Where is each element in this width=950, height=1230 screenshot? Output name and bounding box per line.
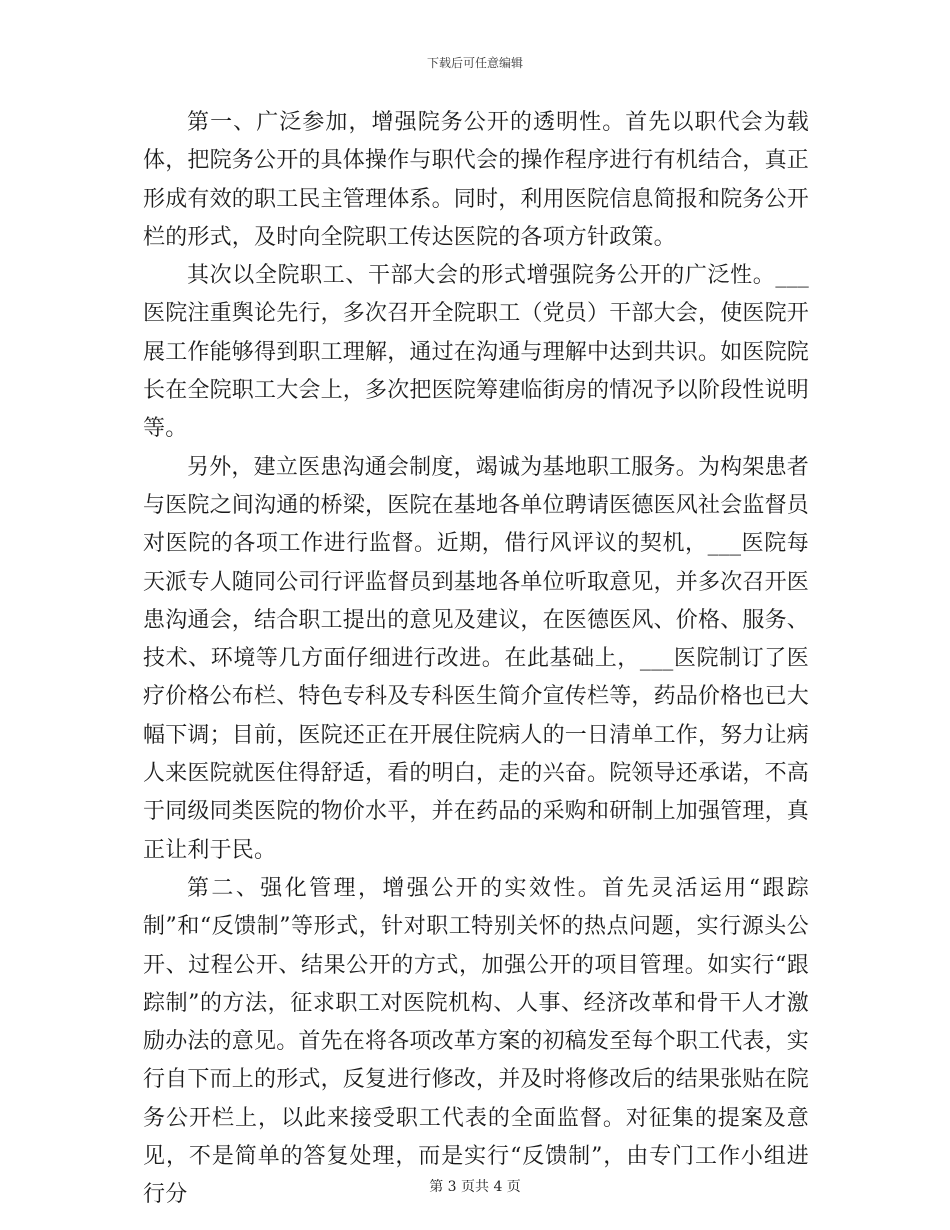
paragraph-1: 第一、广泛参加，增强院务公开的透明性。首先以职代会为载体，把院务公开的具体操作与职代会的操作程序进行有机结合，真正形成有效的职工民主管理体系。同时，利用医院信息简报和院务公开栏的形式，及时向全院职工传达医院的各项方针政策。 xyxy=(143,110,810,250)
document-body xyxy=(143,104,809,1215)
paragraph-2: 其次以全院职工、干部大会的形式增强院务公开的广泛性。___医院注重舆论先行，多次召开全院职工（党员）干部大会，使医院开展工作能够得到职工理解，通过在沟通与理解中达到共识。如医院院长在全院职工大会上，多次把医院筹建临街房的情况予以阶段性说明等。 xyxy=(143,263,810,442)
page-footer: 第 3 页共 4 页 xyxy=(429,1179,521,1195)
paragraph-4: 第二、强化管理，增强公开的实效性。首先灵活运用“跟踪制”和“反馈制”等形式，针对职工特别关怀的热点问题，实行源头公开、过程公开、结果公开的方式，加强公开的项目管理。如实行“跟踪制”的方法，征求职工对医院机构、人事、经济改革和骨干人才激励办法的意见。首先在将各项改革方案的初稿发至每个职工代表，实行自下而上的形式，反复进行修改，并及时将修改后的结果张贴在院务公开栏上，以此来接受职工代表的全面监督。对征集的提案及意见，不是简单的答复处理，而是实行“反馈制”，由专门工作小组进行分 xyxy=(143,875,810,1208)
page-header: 下载后可任意编辑 xyxy=(426,56,523,70)
paragraph-3: 另外，建立医患沟通会制度，竭诚为基地职工服务。为构架患者与医院之间沟通的桥梁，医院在基地各单位聘请医德医风社会监督员对医院的各项工作进行监督。近期，借行风评议的契机，___医院每天派专人随同公司行评监督员到基地各单位听取意见，并多次召开医患沟通会，结合职工提出的意见及建议，在医德医风、价格、服务、技术、环境等几方面仔细进行改进。在此基础上，___医院制订了医疗价格公布栏、特色专科及专科医生简介宣传栏等，药品价格也已大幅下调；目前，医院还正在开展住院病人的一日清单工作，努力让病人来医院就医住得舒适，看的明白，走的兴奋。院领导还承诺，不高于同级同类医院的物价水平，并在药品的采购和研制上加强管理，真正让利于民。 xyxy=(143,454,810,863)
